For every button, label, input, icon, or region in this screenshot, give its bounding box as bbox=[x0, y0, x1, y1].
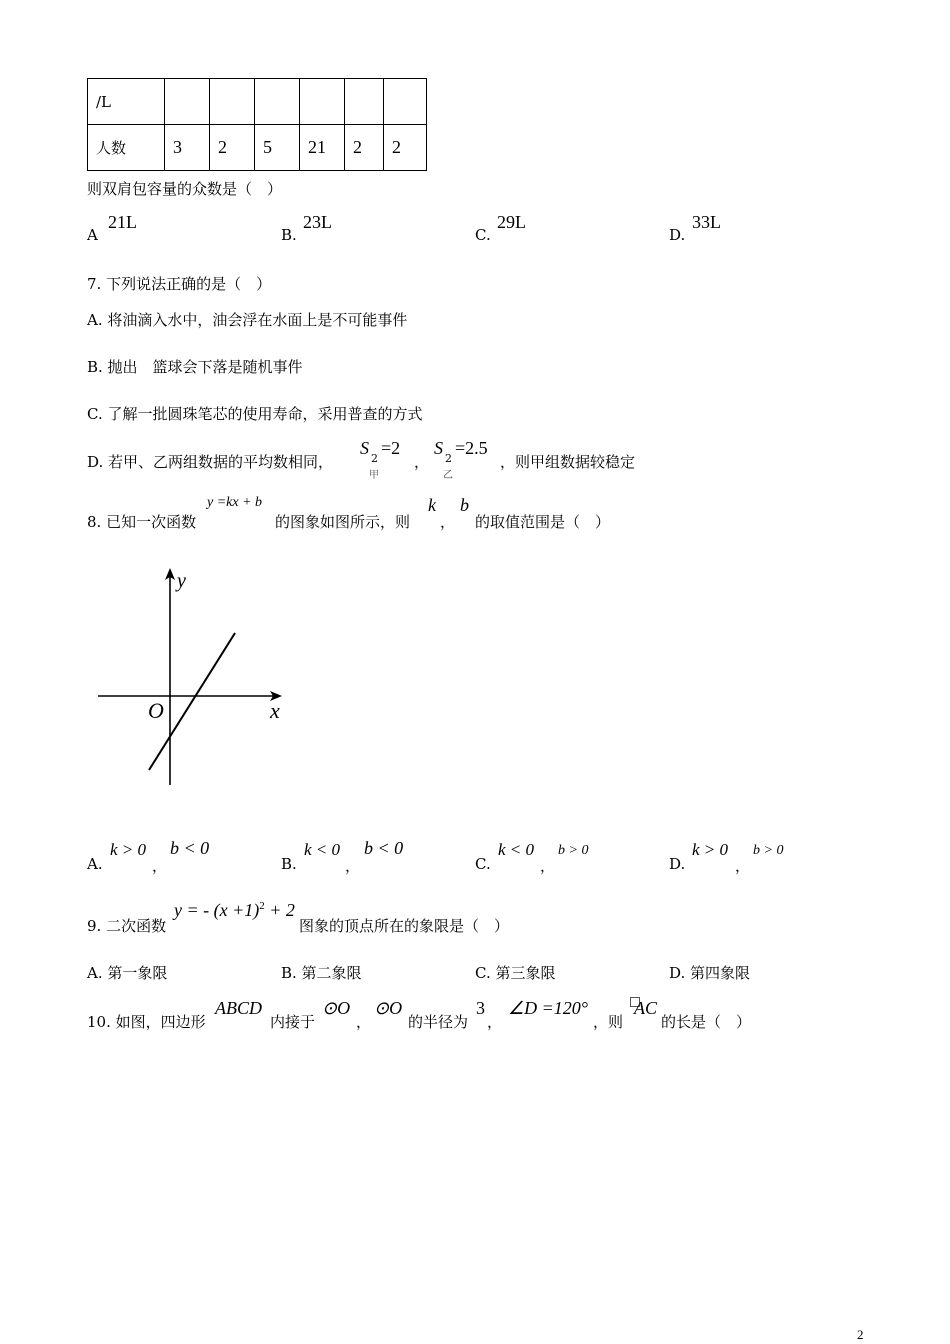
separator: ， bbox=[345, 857, 361, 875]
question-stem: 7. 下列说法正确的是（ ） bbox=[87, 275, 272, 293]
question-stem: 的半径为 bbox=[408, 1013, 469, 1031]
formula-sup: 2 bbox=[371, 452, 378, 465]
radius-value: 3 bbox=[476, 998, 485, 1018]
option-value: b > 0 bbox=[558, 843, 589, 858]
table-cell: 2 bbox=[345, 125, 384, 171]
option-label: A. bbox=[87, 855, 103, 873]
variable-b: b bbox=[460, 495, 469, 515]
option-label: B. bbox=[281, 226, 297, 244]
x-axis-label: x bbox=[270, 698, 280, 723]
option-value: 23L bbox=[303, 212, 332, 232]
formula-sup: 2 bbox=[445, 452, 452, 465]
separator: ， bbox=[735, 857, 751, 875]
option-value: k < 0 bbox=[304, 840, 341, 859]
option-d-text: ，则甲组数据较稳定 bbox=[500, 453, 636, 471]
option-c: C. 第三象限 bbox=[475, 964, 556, 982]
table-cell bbox=[255, 79, 300, 125]
table-cell bbox=[210, 79, 255, 125]
question-stem: 的长是（ ） bbox=[661, 1013, 752, 1031]
formula: y =kx + b bbox=[207, 495, 263, 510]
option-b: B. 第二象限 bbox=[281, 964, 362, 982]
quadratic-formula bbox=[174, 900, 295, 921]
data-table bbox=[87, 78, 427, 171]
option-value: b < 0 bbox=[170, 838, 210, 858]
table-row bbox=[88, 79, 427, 125]
linear-function-graph bbox=[90, 560, 300, 800]
question-stem: 则双肩包容量的众数是（ ） bbox=[87, 180, 283, 198]
quadrilateral-name: ABCD bbox=[215, 998, 262, 1018]
formula-part: y = - (x +1) bbox=[174, 900, 260, 920]
origin-label: O bbox=[148, 698, 164, 723]
table-cell: 3 bbox=[165, 125, 210, 171]
question-stem: 10. 如图，四边形 bbox=[87, 1013, 206, 1031]
separator: ， bbox=[152, 857, 168, 875]
formula-part: + 2 bbox=[264, 900, 295, 920]
option-a: A. 将油滴入水中，油会浮在水面上是不可能事件 bbox=[87, 311, 408, 329]
option-b: B. 抛出 篮球会下落是随机事件 bbox=[87, 358, 303, 376]
table-cell bbox=[300, 79, 345, 125]
formula-part: =2.5 bbox=[455, 438, 488, 458]
option-label: D. bbox=[669, 226, 686, 244]
question-stem: 内接于 bbox=[270, 1013, 316, 1031]
option-value: b < 0 bbox=[364, 838, 404, 858]
circle-name: ⊙O bbox=[322, 998, 351, 1018]
table-cell bbox=[384, 79, 427, 125]
option-c: C. 了解一批圆珠笔芯的使用寿命，采用普查的方式 bbox=[87, 405, 423, 423]
formula-part: S bbox=[360, 438, 369, 458]
option-label: C. bbox=[475, 226, 491, 244]
option-value: k < 0 bbox=[498, 840, 535, 859]
option-label: D. bbox=[669, 855, 686, 873]
separator: ， bbox=[440, 513, 456, 531]
table-cell: /L bbox=[88, 79, 165, 125]
question-stem: 8. 已知一次函数 bbox=[87, 513, 197, 531]
separator: ， bbox=[414, 453, 430, 471]
option-value: 33L bbox=[692, 212, 721, 232]
table-cell bbox=[165, 79, 210, 125]
table-cell: 2 bbox=[384, 125, 427, 171]
option-a: A. 第一象限 bbox=[87, 964, 168, 982]
question-stem: 的图象如图所示，则 bbox=[275, 513, 411, 531]
option-label: A bbox=[87, 226, 98, 244]
option-label: B. bbox=[281, 855, 297, 873]
formula-sub: 乙 bbox=[443, 470, 453, 481]
formula-part: S bbox=[434, 438, 443, 458]
variance-formula bbox=[360, 438, 401, 481]
variance-formula bbox=[434, 438, 488, 481]
option-value: k > 0 bbox=[110, 840, 147, 859]
table-cell bbox=[345, 79, 384, 125]
formula-sub: 甲 bbox=[369, 470, 379, 481]
circle-name: ⊙O bbox=[374, 998, 403, 1018]
option-value: k > 0 bbox=[692, 840, 729, 859]
page-number: 2 bbox=[857, 1327, 864, 1342]
angle-value: ∠D =120° bbox=[508, 998, 588, 1018]
formula-sup: 2 bbox=[259, 900, 265, 912]
variable-k: k bbox=[428, 495, 436, 515]
option-value: 21L bbox=[108, 212, 137, 232]
option-value: 29L bbox=[497, 212, 526, 232]
table-cell: 5 bbox=[255, 125, 300, 171]
separator: ， bbox=[487, 1013, 503, 1031]
option-value: b > 0 bbox=[753, 843, 784, 858]
option-d-text: D. 若甲、乙两组数据的平均数相同， bbox=[87, 453, 334, 471]
table-cell: 21 bbox=[300, 125, 345, 171]
option-label: C. bbox=[475, 855, 491, 873]
question-stem: 图象的顶点所在的象限是（ ） bbox=[299, 917, 510, 935]
table-row bbox=[88, 125, 427, 171]
option-d: D. 第四象限 bbox=[669, 964, 751, 982]
separator: ， bbox=[540, 857, 556, 875]
question-stem: 9. 二次函数 bbox=[87, 917, 167, 935]
table-cell: 2 bbox=[210, 125, 255, 171]
y-axis-label: y bbox=[177, 570, 186, 592]
table-cell: 人数 bbox=[88, 125, 165, 171]
separator: ， bbox=[356, 1013, 372, 1031]
formula-part: =2 bbox=[381, 438, 401, 458]
question-stem: 的取值范围是（ ） bbox=[475, 513, 611, 531]
question-stem: ，则 bbox=[593, 1013, 624, 1031]
arc-name: AC bbox=[634, 998, 658, 1018]
